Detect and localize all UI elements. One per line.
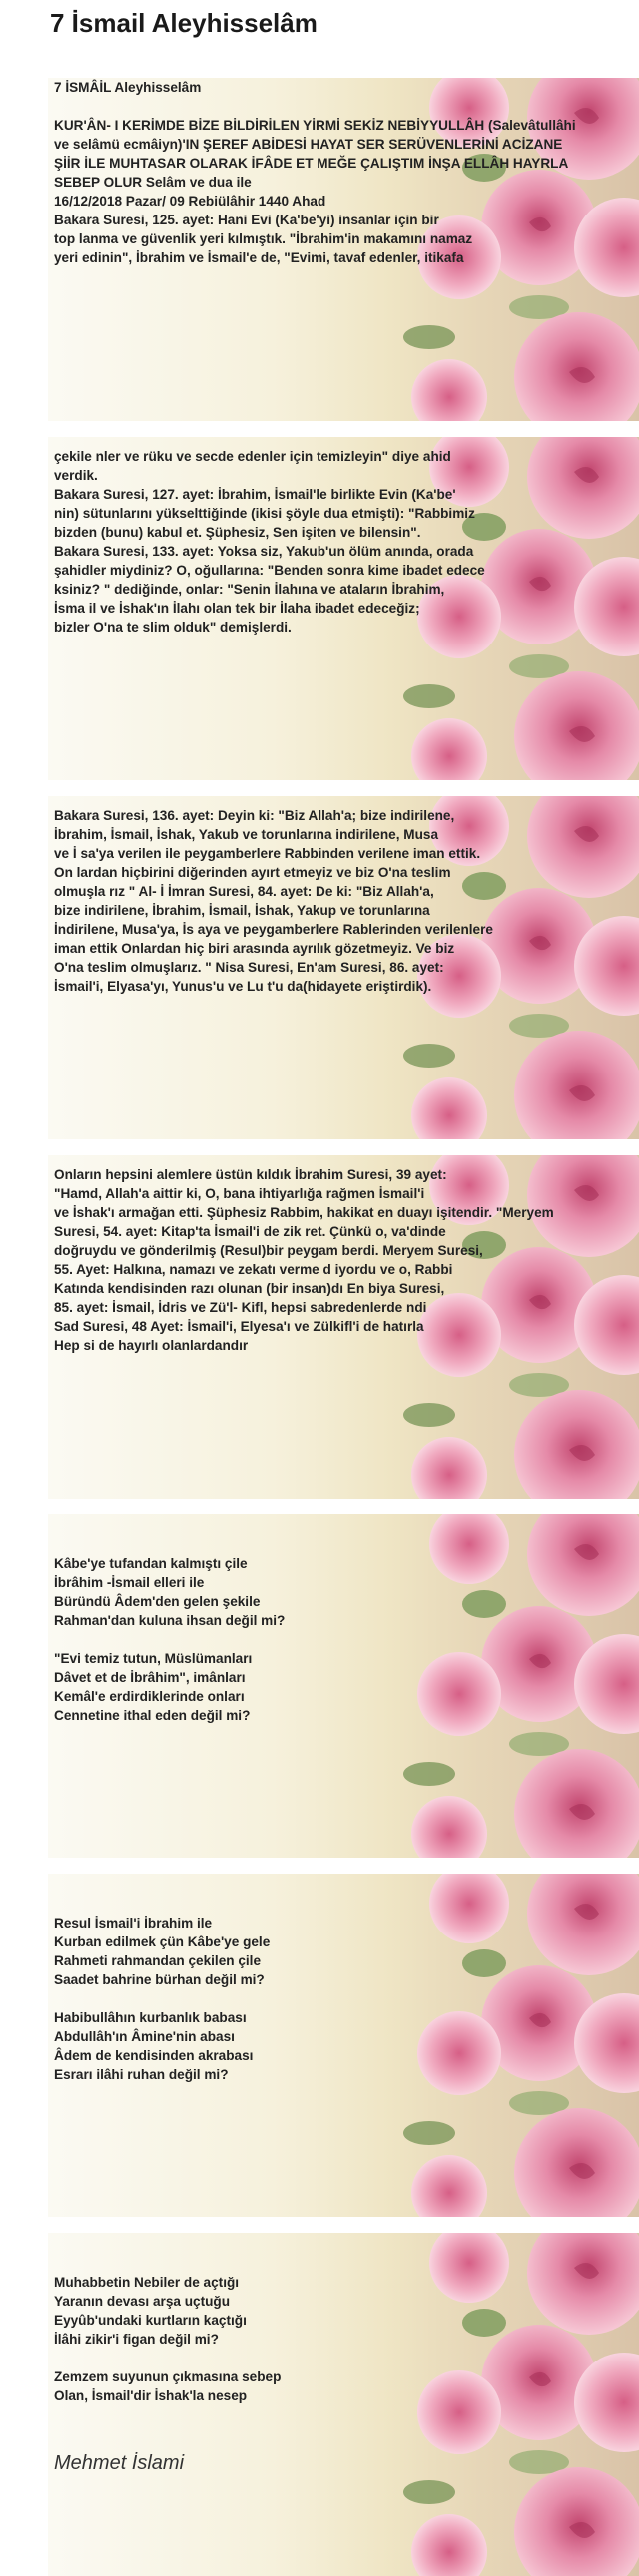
poem-panel-2: [48, 437, 639, 780]
poem-text-3: Bakara Suresi, 136. ayet: Deyin ki: "Biz Allah'a; bize indirilene, İbrahim, İsmail, İshak, Yakub ve torunlarına indirilene, Musa ve İ sa'ya verilen ile peygamberlere Rabbinden verilene iman ettik. On lardan hiçbirini diğerinden ayırt etmeyiz ve biz O'na teslim olmuşla rız " Al- İ İmran Suresi, 84. ayet: De ki: "Biz Allah'a, bize indirilene, İbrahim, İsmail, İshak, Yakup ve torunlarına İndirilene, Musa'ya, İs aya ve peygamberlere Rablerinden verilenlere iman ettik Onlardan hiç biri arasında ayrılık gözetmeyiz. Ve biz O'na teslim olmuşlarız. " Nisa Suresi, En'am Suresi, 86. ayet: İsmail'i, Elyasa'yı, Yunus'u ve Lu t'u da(hidayete eriştirdik).: [54, 808, 493, 994]
page-title: 7 İsmail Aleyhisselâm: [50, 8, 318, 38]
poem-text-4: Onların hepsini alemlere üstün kıldık İbrahim Suresi, 39 ayet: "Hamd, Allah'a aittir ki, O, bana ihtiyarlığa rağmen İsmail'i ve İshak'ı armağan etti. Şüphesiz Rabbim, hakikat en duayı işitendir. "Meryem Suresi, 54. ayet: Kitap'ta İsmail'i de zik ret. Çünkü o, va'dinde doğruydu ve gönderilmiş (Resul)bir peygam berdi. Meryem Suresi, 55. Ayet: Halkına, namazı ve zekatı verme d iyordu ve o, Rabbi Katında kendisinden razı olunan (bir insan)dı En biya Suresi, 85. ayet: İsmail, İdris ve Zü'l- Kifl, hepsi sabredenlerde ndi Sad Suresi, 48 Ayet: İsmail'i, Elyesa'ı ve Zülkifl'i de hatırla Hep si de hayırlı olanlardandır: [54, 1167, 554, 1353]
poem-text-2: çekile nler ve rüku ve secde edenler için temizleyin" diye ahid verdik. Bakara Suresi, 127. ayet: İbrahim, İsmail'le birlikte Evin (Ka'be' nin) sütunlarını yükselttiğinde (ikisi şöyle dua etmişti): "Rabbimiz bizden (bunu) kabul et. Şüphesiz, Sen işiten ve bilensin". Bakara Suresi, 133. ayet: Yoksa siz, Yakub'un ölüm anında, orada şahidler miydiniz? O, oğullarına: "Benden sonra kime ibadet edece ksiniz? " dediğinde, onlar: "Senin İlahına ve ataların İbrahim, İsma il ve İshak'ın İlahı olan tek bir İlaha ibadet edeceğiz; bizler O'na te slim olduk" demişlerdi.: [54, 449, 485, 635]
poem-panel-4: [48, 1155, 639, 1499]
poem-text-7: Muhabbetin Nebiler de açtığı Yaranın devası arşa uçtuğu Eyyûb'undaki kurtların kaçtığı İlâhi zikir'i figan değil mi? Zemzem suyunun çıkmasına sebep Olan, İsmail'dir İshak'la nesep: [54, 2275, 282, 2403]
poem-panel-1: [48, 78, 639, 421]
poem-text-1: 7 İSMÂİL Aleyhisselâm KUR'ÂN- I KERİMDE BİZE BİLDİRİLEN YİRMİ SEKİZ NEBİYYULLÂH (Salevâtullâhi ve selâmü ecmâiyn)'IN ŞEREF ABİDESİ HAYAT SER SERÜVENLERİNİ ACİZANE ŞİİR İLE MUHTASAR OLARAK İFÂDE ET MEĞE ÇALIŞTIM İNŞA ELLÂH HAYRLA SEBEP OLUR Selâm ve dua ile 16/12/2018 Pazar/ 09 Rebiülâhir 1440 Ahad Bakara Suresi, 125. ayet: Hani Evi (Ka'be'yi) insanlar için bir top lanma ve güvenlik yeri kılmıştık. "İbrahim'in makamını namaz yeri edinin", İbrahim ve İsmail'e de, "Evimi, tavaf edenler, itikafa: [54, 80, 576, 265]
poem-text-5: Kâbe'ye tufandan kalmıştı çile İbrâhim -İsmail elleri ile Büründü Âdem'den gelen şekile Rahman'dan kuluna ihsan değil mi? "Evi temiz tutun, Müslümanları Dâvet et de İbrâhim", imânları Kemâl'e erdirdiklerinde onları Cennetine ithal eden değil mi?: [54, 1556, 286, 1723]
poem-panel-3: [48, 796, 639, 1139]
author-signature: Mehmet İslami: [54, 2452, 185, 2474]
poem-panel-6: [48, 1874, 639, 2217]
poem-panel-5: [48, 1514, 639, 1858]
poem-panel-7: [48, 2233, 639, 2576]
poem-text-6: Resul İsmail'i İbrahim ile Kurban edilmek çün Kâbe'ye gele Rahmeti rahmandan çekilen çile Saadet bahrine bürhan değil mi? Habibullâhın kurbanlık babası Abdullâh'ın Âmine'nin abası Âdem de kendisinden akrabası Esrarı ilâhi ruhan değil mi?: [54, 1916, 271, 2082]
